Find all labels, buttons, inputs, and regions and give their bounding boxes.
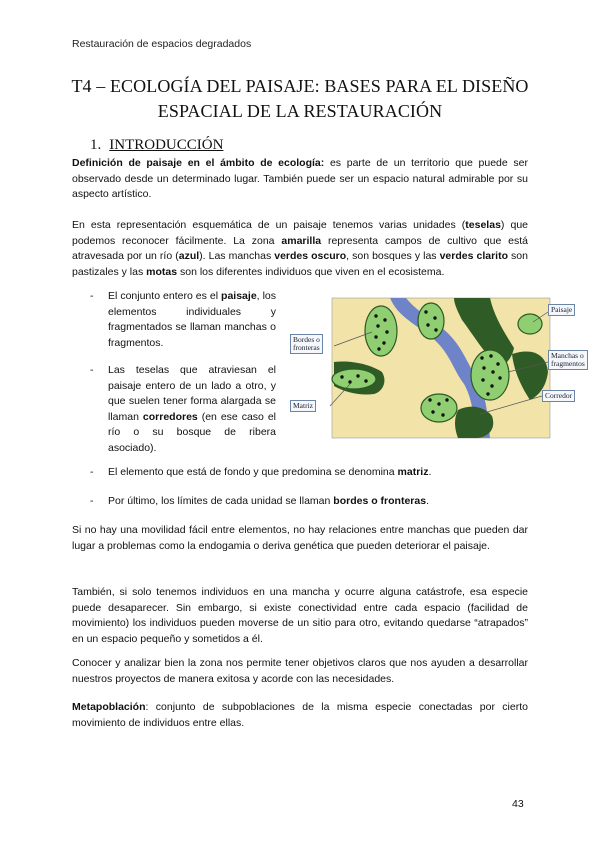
term-azul: azul: [178, 250, 200, 263]
metapoblacion-term: Metapoblación: [72, 701, 146, 713]
diagram-light-patch: [365, 306, 397, 356]
label-matriz: Matriz: [290, 400, 316, 412]
bullet-text: , los elementos individuales y fragmentados se llaman manchas o fragmentos.: [108, 290, 276, 349]
bullet-paisaje: [90, 289, 276, 351]
representation-text-4: ). Las manchas: [199, 250, 275, 263]
metapoblacion-text: : conjunto de subpoblaciones de la misma especie conectadas por cierto movimiento de individuos entre ellas.: [72, 701, 528, 729]
page-number: 43: [512, 798, 524, 810]
representation-text-3: representa campos de cultivo que está atravesada por un río (: [72, 234, 528, 263]
label-manchas-fragmentos: [548, 350, 588, 370]
bullet-text: Las teselas que atraviesan el paisaje entero de un lado a otro, y que suelen tener forma alargada se llaman: [108, 364, 276, 423]
term-verdes-clarito: verdes clarito: [439, 250, 509, 263]
running-header: Restauración de espacios degradados: [72, 38, 252, 50]
representation-text-1: En esta representación esquemática de un paisaje tenemos varias unidades (: [72, 219, 466, 231]
label-paisaje: Paisaje: [548, 304, 575, 316]
representation-text-7: son los diferentes individuos que viven en el ecosistema.: [177, 265, 445, 278]
label-line: fronteras: [293, 343, 320, 352]
term-motas: motas: [146, 265, 178, 278]
bullet-dash: -: [90, 364, 94, 376]
term-paisaje: paisaje: [221, 290, 257, 302]
movilidad-paragraph: Si no hay una movilidad fácil entre elementos, no hay relaciones entre manchas que pueden dar lugar a problemas como la endogamia o deriva genética que pueden deteriorar el paisaje.: [72, 524, 528, 552]
analisis-paragraph: Conocer y analizar bien la zona nos permite tener objetivos claros que nos ayuden a desarrollar nuestros proyectos de manera exitosa y acorde con las necesidades.: [72, 657, 528, 685]
bullet-text: .: [426, 495, 429, 507]
diagram-light-patch: [471, 350, 509, 400]
bullet-text: El elemento que está de fondo y que predomina se denomina: [108, 466, 398, 478]
section-heading: [90, 137, 223, 154]
definition-text: es parte de un territorio que puede ser observado desde un determinado lugar. También puede ser un espacio natural admirable por su aspecto artístico.: [72, 157, 528, 201]
bullet-text: (en ese caso el río o su bosque de ribera asociado).: [108, 410, 276, 454]
label-line: fragmentos: [551, 359, 585, 368]
term-corredores: corredores: [142, 410, 198, 423]
chapter-title-line-1: T4 – ECOLOGÍA DEL PAISAJE: BASES PARA EL DISEÑO: [71, 76, 529, 96]
bullet-dash: -: [90, 290, 94, 302]
diagram-light-patch: [421, 394, 457, 422]
chapter-title-line-2: ESPACIAL DE LA RESTAURACIÓN: [157, 101, 443, 121]
term-bordes-fronteras: bordes o fronteras: [333, 495, 427, 507]
bullet-text: Por último, los límites de cada unidad se llaman: [108, 495, 334, 507]
section-number: 1.: [90, 137, 102, 153]
landscape-diagram: [290, 292, 596, 450]
bullet-text: El conjunto entero es el: [108, 290, 222, 302]
term-teselas: teselas: [465, 219, 501, 231]
term-amarilla: amarilla: [281, 234, 322, 247]
representation-text-2: ) que podemos reconocer fácilmente. La zona: [72, 219, 528, 247]
diagram-light-patch: [418, 303, 444, 339]
representation-text-5: , son bosques y las: [346, 250, 440, 263]
label-line: Manchas o: [551, 351, 584, 360]
term-verdes-oscuro: verdes oscuro: [274, 250, 347, 263]
chapter-title: [60, 74, 540, 124]
representation-text-6: son pastizales y las: [72, 250, 528, 278]
conectividad-paragraph: También, si solo tenemos individuos en una mancha y ocurre alguna catástrofe, esa especie puede desaparecer. Sin embargo, si existe conectividad entre cada espacio (facilidad de movimiento) los individuos pueden moverse de un sitio para otro, evitando quedarse “atrapados” en un espacio pequeño y sometidos a él.: [72, 586, 528, 645]
bullet-text: .: [428, 466, 432, 478]
diagram-light-patch: [332, 369, 376, 389]
representation-paragraph: [72, 218, 528, 280]
bullet-bordes: [90, 494, 528, 510]
label-line: Bordes o: [293, 335, 320, 344]
section-title: INTRODUCCIÓN: [109, 137, 224, 153]
definition-paragraph: [72, 156, 528, 203]
bullet-corredores: [90, 363, 276, 457]
label-corredor: Corredor: [542, 390, 575, 402]
diagram-light-patch: [518, 314, 542, 334]
term-matriz: matriz: [397, 466, 429, 478]
bullet-matriz: [90, 465, 528, 481]
bullet-dash: -: [90, 495, 94, 507]
definition-term: Definición de paisaje en el ámbito de ecología:: [72, 157, 325, 169]
label-bordes-fronteras: [290, 334, 323, 354]
metapoblacion-paragraph: [72, 700, 528, 731]
bullet-dash: -: [90, 466, 94, 478]
